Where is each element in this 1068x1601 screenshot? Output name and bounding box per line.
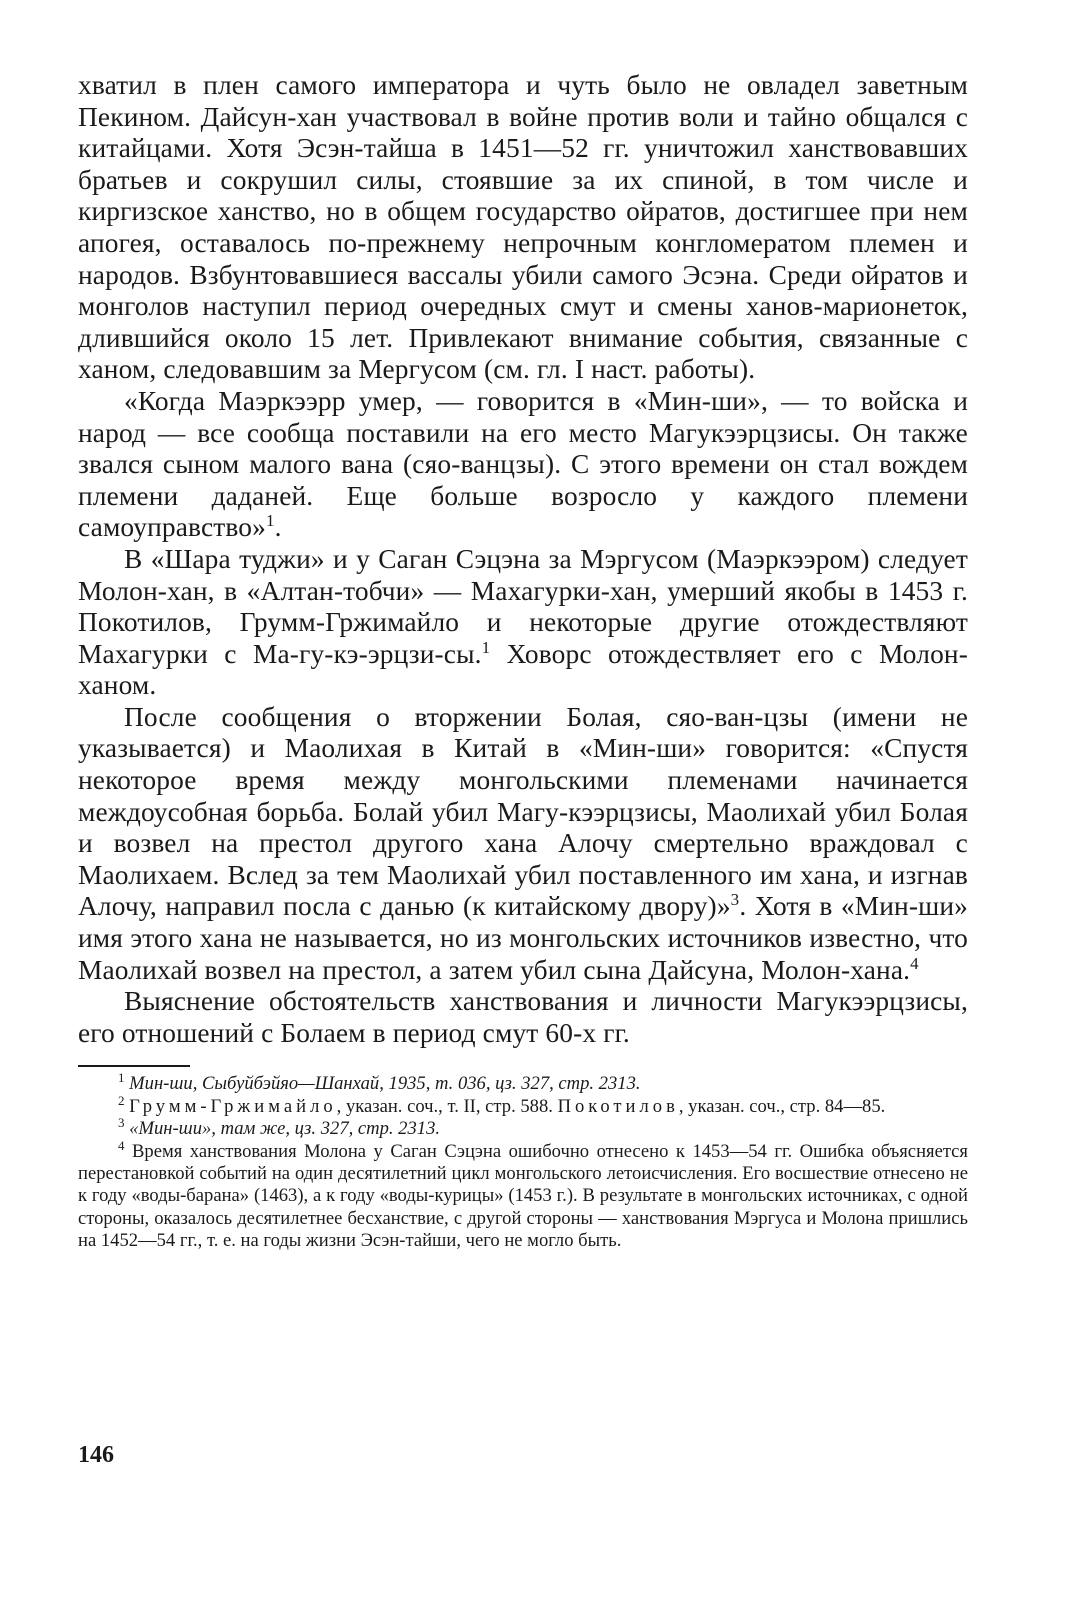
paragraph-5: Выяснение обстоятельств ханствования и личности Магукээрцзисы, его отношений с Болаем в период смут 60-х гг. xyxy=(78,986,968,1048)
paragraph-4: После сообщения о вторжении Болая, сяо-ван-цзы (имени не указывается) и Маолихая в Китай в «Мин-ши» говорится: «Спустя некоторое время между монгольскими племенами начинается междоусобная борьба. Болай убил Магу-кээрцзисы, Маолихай убил Болая и возвел на престол другого хана Алочу смертельно враждовал с Маолихаем. Вслед за тем Маолихай убил поставленного им хана, и изгнав Алочу, направил посла с данью (к китайскому двору)»$^3$. Хотя в «Мин-ши» имя этого хана не называется, но из монгольских источников известно, что Маолихай возвел на престол, а затем убил сына Дайсуна, Молон-хана.$^4$ xyxy=(78,701,968,985)
footnote-ref[interactable]: 4 xyxy=(910,953,919,973)
footnote-ref[interactable]: 3 xyxy=(730,890,740,910)
footnotes xyxy=(78,1070,968,1252)
paragraph-4-text: После сообщения о вторжении Болая, сяо-ван-цзы (имени не указывается) и Маолихая в Китай в «Мин-ши» говорится: «Спустя некоторое время между монгольскими племенами начинается междоусобная борьба. Болай убил Магу-кээрцзисы, Маолихай убил Болая и возвел на престол другого хана Алочу смертельно враждовал с Маолихаем. Вслед за тем Маолихай убил поставленного им хана, и изгнав Алочу, направил посла с данью (к китайскому двору)» xyxy=(78,701,968,922)
footnote-ref[interactable]: 1 xyxy=(265,511,275,531)
footnote-2: $^2$ Грумм-Гржимайло, указан. соч., т. II, стр. 588. Покотилов, указан. соч., стр. 84—85. xyxy=(118,1092,886,1117)
footnote-3: $^3$ «Мин-ши», там же, цз. 327, стр. 2313. xyxy=(118,1115,441,1140)
paragraph-2-text: «Когда Маэркээрр умер, — говорится в «Мин-ши», — то войска и народ — все сообща поставили на его место Магукээрцзисы. Он также звался сыном малого вана (сяо-ванцзы). С этого времени он стал вождем племени даданей. Еще больше возросло у каждого племени самоуправство» xyxy=(78,385,968,543)
footnote-4: $^4$ Время ханствования Молона у Саган Сэцэна ошибочно отнесено к 1453—54 гг. Ошибка объясняется перестановкой событий на один десятилетний цикл монгольского летоисчисления. Его восшествие отнесено не к году «воды-барана» (1463), а к году «воды-курицы» (1453 г.). В результате в монгольских источниках, с одной стороны, оказалось десятилетнее бесханствие, с другой стороны — ханствования Мэргуса и Молона пришлись на 1452—54 гг., т. е. на годы жизни Эсэн-тайши, чего не могло быть. xyxy=(78,1137,968,1252)
footnote-1: $^1$ Мин-ши, Сыбуйбэйяо—Шанхай, 1935, т. 036, цз. 327, стр. 2313. xyxy=(118,1070,641,1095)
paragraph-2: «Когда Маэркээрр умер, — говорится в «Мин-ши», — то войска и народ — все сообща поставили на его место Магукээрцзисы. Он также звался сыном малого вана (сяо-ванцзы). С этого времени он стал вождем племени даданей. Еще больше возросло у каждого племени самоуправство»$^1$. xyxy=(78,385,968,543)
page-number: 146 xyxy=(78,1442,114,1468)
footnote-ref[interactable]: 1 xyxy=(481,637,491,657)
footnote-divider xyxy=(78,1065,190,1067)
paragraph-3-text: В «Шара туджи» и у Саган Сэцэна за Мэргусом (Маэркээром) следует Молон-хан, в «Алтан-тобчи» — Махагурки-хан, умерший якобы в 1453 г. Покотилов, Грумм-Гржимайло и некоторые другие отождествляют Махагурки с Ма-гу-кэ-эрцзи-сы. xyxy=(78,543,968,669)
page-content xyxy=(78,70,968,1253)
paragraph-1: хватил в плен самого императора и чуть было не овладел заветным Пекином. Дайсун-хан участвовал в войне против воли и тайно общался с китайцами. Хотя Эсэн-тайша в 1451—52 гг. уничтожил ханствовавших братьев и сокрушил силы, стоявшие за их спиной, в том числе и киргизское ханство, но в общем государство ойратов, достигшее при нем апогея, оставалось по-прежнему непрочным конгломератом племен и народов. Взбунтовавшиеся вассалы убили самого Эсэна. Среди ойратов и монголов наступил период очередных смут и смены ханов-марионеток, длившийся около 15 лет. Привлекают внимание события, связанные с ханом, следовавшим за Мергусом (см. гл. I наст. работы). xyxy=(78,70,968,385)
paragraph-3: В «Шара туджи» и у Саган Сэцэна за Мэргусом (Маэркээром) следует Молон-хан, в «Алтан-тобчи» — Махагурки-хан, умерший якобы в 1453 г. Покотилов, Грумм-Гржимайло и некоторые другие отождествляют Махагурки с Ма-гу-кэ-эрцзи-сы.$^1$ Ховорс отождествляет его с Молон-ханом. xyxy=(78,543,969,701)
main-text xyxy=(78,70,968,1049)
